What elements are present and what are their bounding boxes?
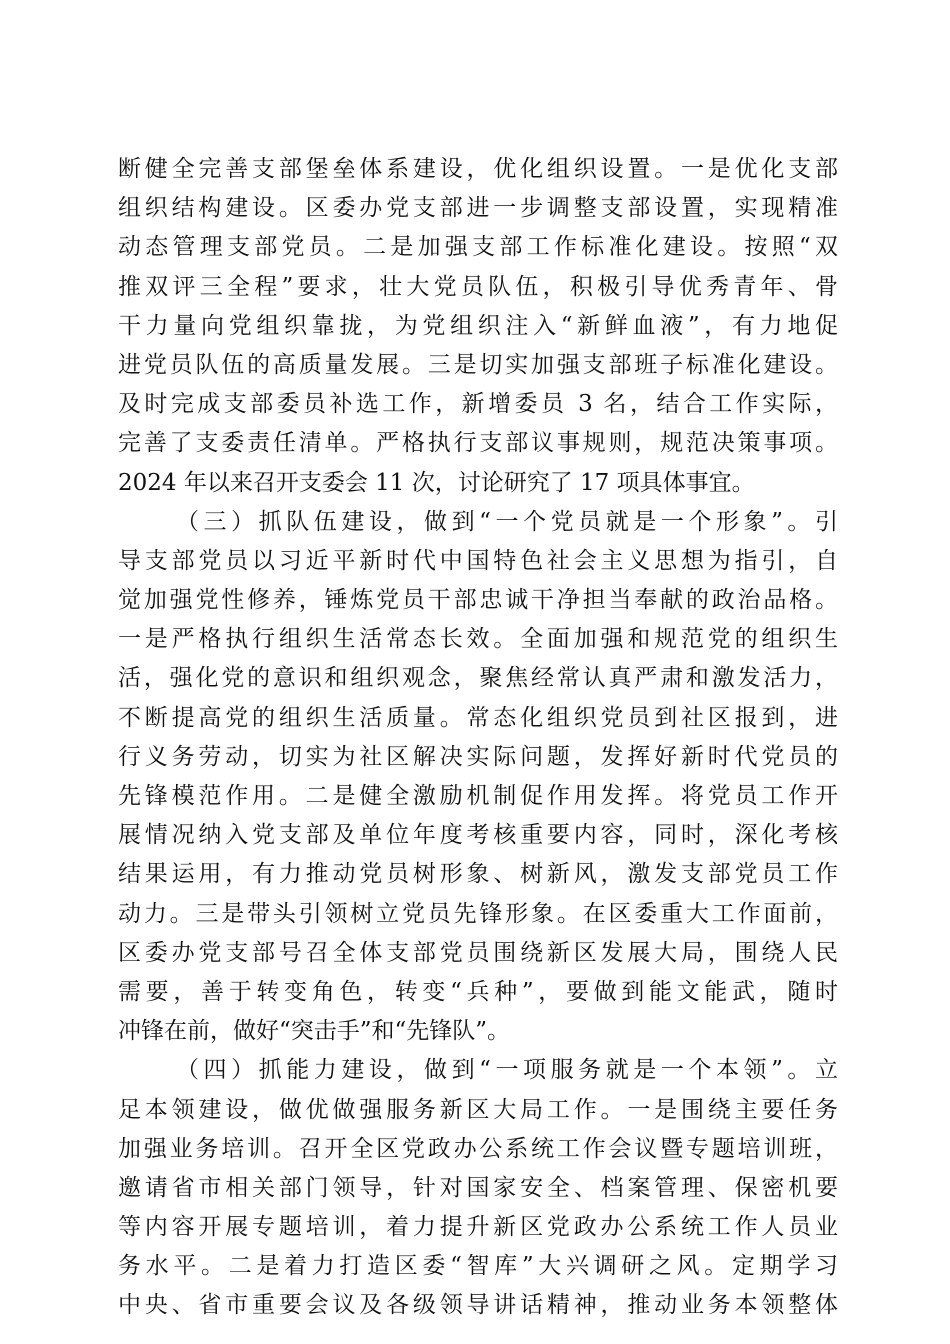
paragraph-line: 一是严格执行组织生活常态长效。全面加强和规范党的组织生 [118,626,838,653]
paragraph-line: 展情况纳入党支部及单位年度考核重要内容，同时，深化考核 [118,822,838,849]
paragraph-line: 进党员队伍的高质量发展。三是切实加强支部班子标准化建设。 [118,351,838,378]
paragraph-line: 区委办党支部号召全体支部党员围绕新区发展大局，围绕人民 [118,939,838,966]
document-body [118,150,838,1326]
paragraph-line: 加强业务培训。召开全区党政办公系统工作会议暨专题培训班， [118,1135,838,1162]
section-heading-line: （四）抓能力建设，做到“一项服务就是一个本领”。立 [176,1057,838,1084]
paragraph-line: 等内容开展专题培训，着力提升新区党政办公系统工作人员业 [118,1214,838,1241]
paragraph-line: 中央、省市重要会议及各级领导讲话精神，推动业务本领整体 [118,1292,838,1319]
paragraph-line: 动力。三是带头引领树立党员先锋形象。在区委重大工作面前， [118,900,838,927]
paragraph-line: 2024 年以来召开支委会 11 次，讨论研究了 17 项具体事宜。 [118,469,755,496]
paragraph-line: 觉加强党性修养，锤炼党员干部忠诚干净担当奉献的政治品格。 [118,587,838,614]
paragraph-line: 冲锋在前，做好“突击手”和“先锋队”。 [118,1018,511,1045]
paragraph-line: 导支部党员以习近平新时代中国特色社会主义思想为指引，自 [118,547,838,574]
paragraph-line: 先锋模范作用。二是健全激励机制促作用发挥。将党员工作开 [118,783,838,809]
paragraph-line: 不断提高党的组织生活质量。常态化组织党员到社区报到，进 [118,704,838,731]
paragraph-line: 结果运用，有力推动党员树形象、树新风，激发支部党员工作 [118,861,838,888]
paragraph-line: 干力量向党组织靠拢，为党组织注入“新鲜血液”，有力地促 [118,312,838,339]
paragraph-line: 邀请省市相关部门领导，针对国家安全、档案管理、保密机要 [118,1174,838,1201]
paragraph-line: 断健全完善支部堡垒体系建设，优化组织设置。一是优化支部 [118,156,838,182]
paragraph-line: 需要，善于转变角色，转变“兵种”，要做到能文能武，随时 [118,978,838,1005]
paragraph-line: 及时完成支部委员补选工作，新增委员 3 名，结合工作实际， [118,391,838,418]
section-heading-line: （三）抓队伍建设，做到“一个党员就是一个形象”。引 [176,508,838,535]
paragraph-line: 组织结构建设。区委办党支部进一步调整支部设置，实现精准 [118,195,838,222]
paragraph-line: 足本领建设，做优做强服务新区大局工作。一是围绕主要任务 [118,1096,838,1123]
paragraph-line: 务水平。二是着力打造区委“智库”大兴调研之风。定期学习 [118,1253,838,1280]
paragraph-line: 完善了支委责任清单。严格执行支部议事规则，规范决策事项。 [118,430,838,457]
paragraph-line: 动态管理支部党员。二是加强支部工作标准化建设。按照“双 [118,234,838,261]
paragraph-line: 行义务劳动，切实为社区解决实际问题，发挥好新时代党员的 [118,743,838,770]
paragraph-line: 活，强化党的意识和组织观念，聚焦经常认真严肃和激发活力， [118,665,838,692]
paragraph-line: 推双评三全程”要求，壮大党员队伍，积极引导优秀青年、骨 [118,273,838,300]
